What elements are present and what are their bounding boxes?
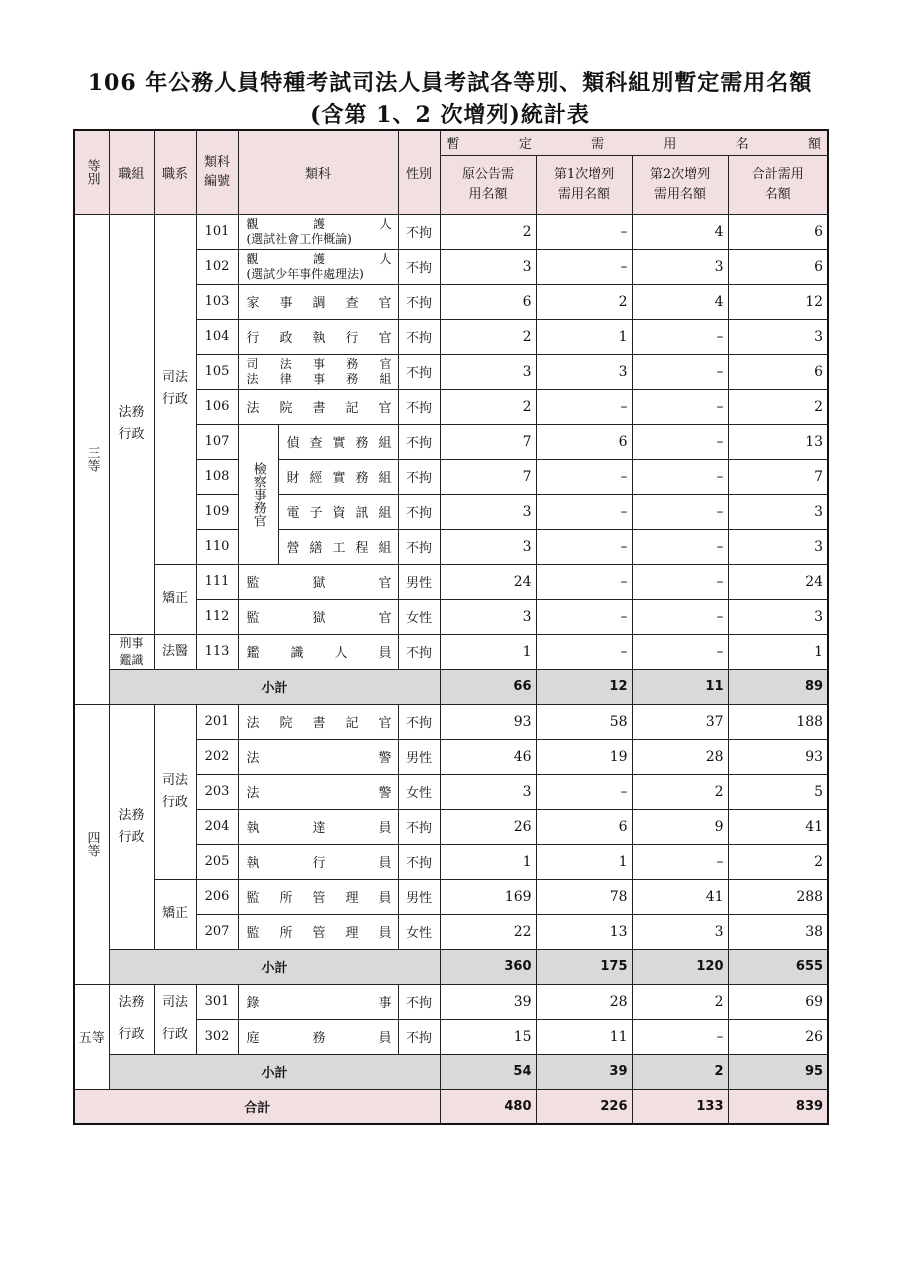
gender-cell: 不拘 [398,1019,440,1054]
gender-cell: 不拘 [398,249,440,284]
subject-name: 營 繕 工 程 組 [286,541,392,556]
value-total: 13 [728,424,828,459]
value-inc1: 2 [536,284,632,319]
grade-name: 三等 [84,446,100,472]
value-total: 839 [728,1089,828,1124]
subject-note: (選試社會工作概論) [246,231,352,246]
code-cell: 207 [196,914,238,949]
subject-cell [238,564,398,599]
value-inc2: 2 [632,984,728,1019]
subject-name: 行 政 執 行 官 [246,331,392,346]
value-total: 89 [728,669,828,704]
header-quota-group [440,130,828,155]
gender-cell: 男性 [398,879,440,914]
subject-cell [238,879,398,914]
subtotal-label: 小計 [109,669,440,704]
value-inc2: 4 [632,284,728,319]
value-original: 54 [440,1054,536,1089]
header-inc2 [632,155,728,214]
value-inc2: 133 [632,1089,728,1124]
header-total-label: 合計需用名額 [751,166,804,202]
grand-total-row [74,1089,828,1124]
table-row [74,879,828,914]
gender-cell: 不拘 [398,389,440,424]
value-original: 6 [440,284,536,319]
code-cell: 110 [196,529,238,564]
value-inc1: 12 [536,669,632,704]
code-cell: 104 [196,319,238,354]
value-inc2: – [632,844,728,879]
value-original: 3 [440,494,536,529]
subject-cell [238,984,398,1019]
value-total: 41 [728,809,828,844]
value-total: 38 [728,914,828,949]
value-inc1: 11 [536,1019,632,1054]
value-inc2: 4 [632,214,728,249]
subject-cell [278,424,398,459]
code-cell: 204 [196,809,238,844]
subject-name: 鑑 識 人 員 [246,646,392,661]
value-original: 24 [440,564,536,599]
value-inc2: 2 [632,1054,728,1089]
value-total: 7 [728,459,828,494]
table-row [74,634,828,669]
series-cell-label: 法醫 [161,643,188,659]
gender-cell: 不拘 [398,424,440,459]
subject-cell [238,249,398,284]
code-cell: 105 [196,354,238,389]
code-cell: 206 [196,879,238,914]
value-inc2: – [632,319,728,354]
header-code [196,130,238,214]
subject-cell [238,319,398,354]
value-inc2: – [632,389,728,424]
value-inc1: 1 [536,319,632,354]
code-cell: 201 [196,704,238,739]
value-total: 3 [728,529,828,564]
gender-cell: 不拘 [398,844,440,879]
series-cell-label: 司法行政 [161,772,188,810]
value-total: 655 [728,949,828,984]
value-inc1: – [536,634,632,669]
value-total: 188 [728,704,828,739]
value-original: 2 [440,214,536,249]
gender-cell: 不拘 [398,494,440,529]
subject-cell [238,739,398,774]
quota-table [73,129,829,1125]
value-inc2: – [632,354,728,389]
subtotal-label: 小計 [109,1054,440,1089]
table-row [74,214,828,249]
subject-cell [238,599,398,634]
value-inc1: – [536,459,632,494]
header-grade-label: 等別 [84,159,100,186]
value-original: 3 [440,249,536,284]
grade-name: 四等 [84,831,100,857]
group-cell [109,984,154,1054]
value-total: 3 [728,319,828,354]
value-inc1: – [536,529,632,564]
subject-name: 監 獄 官 [246,611,392,626]
series-cell [154,564,196,634]
subject-name: 執 達 員 [246,821,392,836]
value-inc1: 175 [536,949,632,984]
value-total: 6 [728,249,828,284]
value-inc2: 3 [632,914,728,949]
value-original: 39 [440,984,536,1019]
subject-name: 監 所 管 理 員 [246,926,392,941]
value-total: 1 [728,634,828,669]
group-cell-label: 法務行政 [118,807,145,845]
subject-name: 錄 事 [246,996,392,1011]
series-cell [154,984,196,1054]
subject-name: 執 行 員 [246,856,392,871]
series-cell [154,214,196,564]
value-inc1: 1 [536,844,632,879]
value-original: 3 [440,529,536,564]
code-cell: 107 [196,424,238,459]
subtotal-row [74,1054,828,1089]
subject-name: 監 獄 官 [246,576,392,591]
code-cell: 202 [196,739,238,774]
subject-cell [278,529,398,564]
subject-cell [238,774,398,809]
group-cell-label: 法務行政 [118,995,145,1042]
header-group: 職組 [109,130,154,214]
subject-name: 電 子 資 訊 組 [286,506,392,521]
code-cell: 101 [196,214,238,249]
series-cell [154,879,196,949]
subject-name: 司 法 事 務 官 [246,356,392,371]
gender-cell: 女性 [398,914,440,949]
value-total: 93 [728,739,828,774]
series-cell-label: 司法行政 [161,370,188,407]
value-total: 24 [728,564,828,599]
code-cell: 113 [196,634,238,669]
value-inc1: 58 [536,704,632,739]
value-inc1: 28 [536,984,632,1019]
group-cell-label: 法務行政 [118,405,145,442]
gender-cell: 不拘 [398,809,440,844]
value-total: 2 [728,389,828,424]
value-original: 15 [440,1019,536,1054]
value-inc2: 2 [632,774,728,809]
sub-label-cell [238,424,278,564]
value-inc1: – [536,494,632,529]
subject-name: 法 警 [246,786,392,801]
gender-cell: 女性 [398,774,440,809]
grade-cell [74,984,109,1089]
series-cell-label: 矯正 [161,906,188,921]
value-original: 1 [440,634,536,669]
gender-cell: 男性 [398,739,440,774]
value-original: 3 [440,599,536,634]
header-inc2-label: 第2次增列需用名額 [649,166,711,202]
value-inc1: 226 [536,1089,632,1124]
subtotal-row [74,949,828,984]
series-cell-label: 矯正 [161,591,188,606]
code-cell: 103 [196,284,238,319]
value-total: 2 [728,844,828,879]
code-cell: 112 [196,599,238,634]
value-inc1: 13 [536,914,632,949]
subject-name: 家 事 調 查 官 [246,296,392,311]
subject-cell [238,354,398,389]
value-inc1: – [536,564,632,599]
table-row [74,984,828,1019]
subject-cell [238,914,398,949]
value-inc2: – [632,424,728,459]
value-inc1: – [536,249,632,284]
header-series: 職系 [154,130,196,214]
value-original: 93 [440,704,536,739]
value-inc1: 78 [536,879,632,914]
subject-name: 偵 查 實 務 組 [286,436,392,451]
gender-cell: 不拘 [398,319,440,354]
value-inc2: – [632,1019,728,1054]
value-inc2: – [632,494,728,529]
value-original: 1 [440,844,536,879]
code-cell: 301 [196,984,238,1019]
group-cell [109,214,154,634]
page-title: 106 年公務人員特種考試司法人員考試各等別、類科組別暫定需用名額 [87,70,813,96]
subject-cell [238,214,398,249]
page-subtitle: (含第 1、2 次增列)統計表 [310,102,590,128]
value-original: 26 [440,809,536,844]
code-cell: 106 [196,389,238,424]
code-cell: 109 [196,494,238,529]
value-total: 69 [728,984,828,1019]
header-inc1-label: 第1次增列需用名額 [553,166,615,202]
subject-cell [238,389,398,424]
gender-cell: 不拘 [398,529,440,564]
value-total: 12 [728,284,828,319]
value-inc2: – [632,459,728,494]
value-inc2: 11 [632,669,728,704]
series-cell-label: 司法行政 [161,995,188,1042]
value-inc2: 37 [632,704,728,739]
subject-cell [278,494,398,529]
value-total: 288 [728,879,828,914]
subject-cell [238,284,398,319]
gender-cell: 女性 [398,599,440,634]
code-cell: 302 [196,1019,238,1054]
subject-cell [238,634,398,669]
code-cell: 203 [196,774,238,809]
header-original-label: 原公告需用名額 [462,166,515,202]
value-inc1: – [536,774,632,809]
grand-total-label: 合計 [74,1089,440,1124]
gender-cell: 不拘 [398,459,440,494]
value-original: 360 [440,949,536,984]
gender-cell: 不拘 [398,214,440,249]
header-total [728,155,828,214]
table-row [74,704,828,739]
code-cell: 205 [196,844,238,879]
value-inc1: – [536,599,632,634]
header-quota-label: 暫 定 需 用 名 額 [446,137,822,153]
value-total: 5 [728,774,828,809]
value-inc1: 6 [536,424,632,459]
gender-cell: 男性 [398,564,440,599]
subject-note: (選試少年事件處理法) [246,266,364,281]
value-inc2: – [632,564,728,599]
value-total: 6 [728,354,828,389]
value-inc2: – [632,599,728,634]
value-original: 2 [440,389,536,424]
subject-name: 觀 護 人 [246,216,392,231]
value-inc1: 19 [536,739,632,774]
value-inc1: – [536,389,632,424]
subtotal-row [74,669,828,704]
grade-cell [74,704,109,984]
code-cell: 111 [196,564,238,599]
gender-cell: 不拘 [398,704,440,739]
value-total: 95 [728,1054,828,1089]
table-row [74,564,828,599]
gender-cell: 不拘 [398,634,440,669]
subject-name: 法 院 書 記 官 [246,716,392,731]
value-original: 22 [440,914,536,949]
value-inc2: 41 [632,879,728,914]
value-original: 66 [440,669,536,704]
value-original: 7 [440,459,536,494]
subject-cell [238,809,398,844]
value-total: 3 [728,494,828,529]
value-total: 6 [728,214,828,249]
gender-cell: 不拘 [398,354,440,389]
subject-cell [238,844,398,879]
value-inc1: 6 [536,809,632,844]
value-inc2: – [632,634,728,669]
grade-cell [74,214,109,704]
subject-name: 庭 務 員 [246,1031,392,1046]
header-original [440,155,536,214]
subject-note: 法 律 事 務 組 [246,371,392,386]
value-original: 46 [440,739,536,774]
header-subject: 類科 [238,130,398,214]
header-code-label: 類科編號 [203,155,230,190]
subject-name: 法 院 書 記 官 [246,401,392,416]
sub-label: 檢察事務官 [250,461,266,527]
header-grade [74,130,109,214]
series-cell [154,634,196,669]
value-original: 3 [440,354,536,389]
value-inc1: 39 [536,1054,632,1089]
value-inc2: – [632,529,728,564]
value-total: 26 [728,1019,828,1054]
header-inc1 [536,155,632,214]
subject-cell [238,704,398,739]
gender-cell: 不拘 [398,984,440,1019]
header-gender: 性別 [398,130,440,214]
value-inc2: 3 [632,249,728,284]
value-original: 7 [440,424,536,459]
value-inc2: 28 [632,739,728,774]
subject-cell [278,459,398,494]
subtotal-label: 小計 [109,949,440,984]
code-cell: 108 [196,459,238,494]
value-original: 480 [440,1089,536,1124]
group-cell [109,704,154,949]
subject-name: 觀 護 人 [246,251,392,266]
value-inc2: 9 [632,809,728,844]
series-cell [154,704,196,879]
value-original: 3 [440,774,536,809]
code-cell: 102 [196,249,238,284]
group-cell [109,634,154,669]
subject-name: 法 警 [246,751,392,766]
value-inc1: – [536,214,632,249]
grade-name: 五等 [78,1031,105,1046]
value-original: 169 [440,879,536,914]
subject-name: 財 經 實 務 組 [286,471,392,486]
gender-cell: 不拘 [398,284,440,319]
value-total: 3 [728,599,828,634]
value-original: 2 [440,319,536,354]
group-cell-label: 刑事鑑識 [119,635,144,667]
subject-cell [238,1019,398,1054]
value-inc2: 120 [632,949,728,984]
subject-name: 監 所 管 理 員 [246,891,392,906]
value-inc1: 3 [536,354,632,389]
